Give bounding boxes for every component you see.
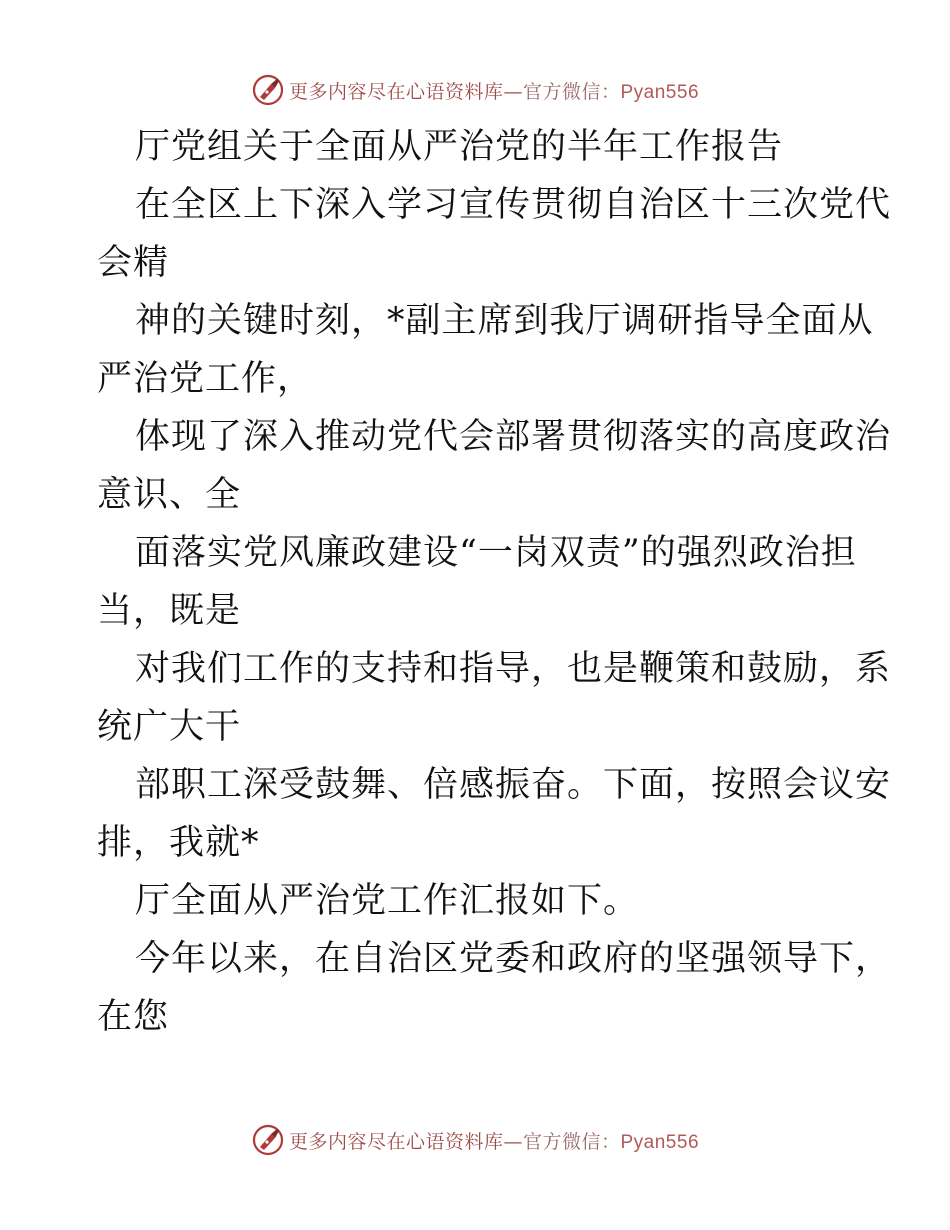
document-line: 部职工深受鼓舞、倍感振奋。下面，按照会议安 bbox=[135, 765, 892, 805]
pen-nib-logo-icon bbox=[251, 1123, 285, 1157]
document-line: 厅全面从严治党工作汇报如下。 bbox=[135, 881, 640, 921]
banner-wechat-id: Pyan556 bbox=[620, 1131, 700, 1153]
document-line: 在您 bbox=[97, 997, 170, 1037]
banner-wechat-label: 官方微信： bbox=[522, 80, 621, 103]
banner-text bbox=[289, 1127, 699, 1154]
banner-prefix: 更多内容尽在心语资料库 bbox=[288, 80, 504, 103]
document-line: 当，既是 bbox=[97, 591, 242, 631]
header-banner bbox=[0, 70, 950, 110]
document-line: 今年以来，在自治区党委和政府的坚强领导下， bbox=[135, 939, 892, 979]
document-line: 神的关键时刻，*副主席到我厅调研指导全面从 bbox=[135, 301, 874, 341]
document-line: 意识、全 bbox=[97, 475, 242, 515]
document-line: 排，我就* bbox=[97, 823, 260, 863]
document-line: 面落实党风廉政建设“一岗双责”的强烈政治担 bbox=[135, 533, 857, 573]
banner-text bbox=[289, 77, 699, 104]
pen-nib-logo-icon bbox=[251, 73, 285, 107]
banner-dash: — bbox=[503, 80, 523, 103]
banner-dash: — bbox=[503, 1130, 523, 1153]
document-line: 在全区上下深入学习宣传贯彻自治区十三次党代 bbox=[135, 185, 892, 225]
document-body bbox=[97, 118, 892, 1046]
document-line: 厅党组关于全面从严治党的半年工作报告 bbox=[135, 127, 784, 167]
banner-prefix: 更多内容尽在心语资料库 bbox=[288, 1130, 504, 1153]
footer-banner bbox=[0, 1120, 950, 1160]
banner-wechat-id: Pyan556 bbox=[620, 81, 700, 103]
document-line: 对我们工作的支持和指导，也是鞭策和鼓励，系 bbox=[135, 649, 892, 689]
document-line: 体现了深入推动党代会部署贯彻落实的高度政治 bbox=[135, 417, 892, 457]
document-line: 会精 bbox=[97, 243, 170, 283]
document-line: 统广大干 bbox=[97, 707, 242, 747]
banner-wechat-label: 官方微信： bbox=[522, 1130, 621, 1153]
document-line: 严治党工作， bbox=[97, 359, 314, 399]
